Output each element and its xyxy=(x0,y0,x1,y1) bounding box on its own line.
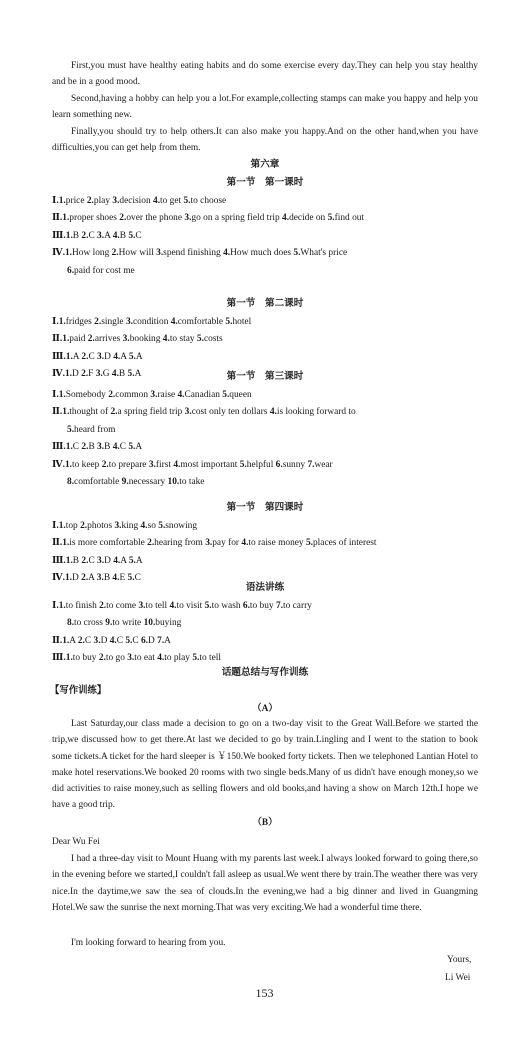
answer-text: so xyxy=(147,520,159,531)
answer-text: to prepare xyxy=(108,459,149,470)
item-number: Ⅰ. xyxy=(52,316,59,327)
answer-text: B xyxy=(119,230,129,241)
answer-row xyxy=(67,474,507,490)
item-number: Ⅱ. xyxy=(52,538,63,548)
answer-text: paid for cost me xyxy=(74,265,135,276)
letter-signature-name: Li Wei xyxy=(445,973,471,983)
answer-text: spend finishing xyxy=(163,248,224,258)
item-number: Ⅰ. xyxy=(52,600,59,611)
answer-text: to come xyxy=(106,600,139,611)
item-number: 7. xyxy=(307,459,315,470)
item-number: 4. xyxy=(241,538,249,548)
item-number: 2. xyxy=(81,555,89,566)
answer-row xyxy=(52,553,492,569)
item-number: 3. xyxy=(156,248,164,258)
item-number: 3. xyxy=(184,213,192,223)
item-number: 2. xyxy=(99,600,107,611)
answer-text: C xyxy=(134,573,141,583)
answer-text: decision xyxy=(119,195,154,206)
item-number: 4. xyxy=(162,334,170,344)
answer-row xyxy=(52,439,492,455)
answer-text: How much does xyxy=(230,248,294,258)
item-number: 2. xyxy=(87,334,95,344)
answer-text: hearing from xyxy=(154,538,206,548)
item-number: 5. xyxy=(127,369,135,379)
answer-text: A xyxy=(135,351,143,362)
item-number: 2. xyxy=(147,538,155,548)
answer-text: How long xyxy=(72,248,112,258)
lesson-title: 第一节 第二课时 xyxy=(226,298,304,309)
answer-text: to carry xyxy=(283,600,312,611)
item-number: Ⅱ. xyxy=(52,635,63,646)
answer-text: A xyxy=(120,555,129,566)
item-number: 5. xyxy=(196,334,204,344)
answer-text: C xyxy=(88,351,98,362)
item-number: 5. xyxy=(327,213,335,223)
answer-text: hotel xyxy=(232,316,252,327)
answer-text: C xyxy=(72,442,82,452)
answer-text: to play xyxy=(164,653,193,663)
answer-text: D xyxy=(72,369,82,379)
answer-text: first xyxy=(155,459,174,470)
answer-text: single xyxy=(101,316,126,327)
item-number: Ⅰ. xyxy=(52,389,59,400)
answer-text: C xyxy=(88,555,98,566)
item-number: 3. xyxy=(122,334,130,344)
item-number: 1. xyxy=(58,316,66,327)
answer-text: a spring field trip xyxy=(117,407,185,417)
item-number: 6. xyxy=(140,635,148,646)
answer-row xyxy=(52,228,492,244)
item-number: 4. xyxy=(157,653,165,663)
item-number: 3. xyxy=(184,407,192,417)
item-number: 4. xyxy=(173,459,181,470)
item-number: 1. xyxy=(65,230,73,241)
answer-text: C xyxy=(116,635,126,646)
answer-row xyxy=(52,314,492,330)
item-number: 1. xyxy=(58,195,66,206)
answer-text: raise xyxy=(157,389,178,400)
item-number: 4. xyxy=(282,213,290,223)
item-number: 5. xyxy=(128,555,136,566)
item-number: 4. xyxy=(140,520,148,531)
answer-text: D xyxy=(104,555,114,566)
answer-text: D xyxy=(72,573,82,583)
answer-text: to buy xyxy=(249,600,276,611)
answer-row xyxy=(67,615,507,631)
item-number: 2. xyxy=(101,459,109,470)
answer-text: E xyxy=(119,573,128,583)
letter-greeting: Dear Wu Fei xyxy=(52,837,100,847)
item-number: 2. xyxy=(86,195,94,206)
answer-text: fridges xyxy=(65,316,95,327)
answer-text: D xyxy=(104,351,114,362)
item-number: Ⅲ. xyxy=(52,230,66,241)
item-number: 6. xyxy=(275,459,283,470)
answer-row xyxy=(52,349,492,365)
answer-text: Canadian xyxy=(184,389,223,400)
answer-text: A xyxy=(164,635,171,646)
item-number: 4. xyxy=(111,369,119,379)
section-b-label: （B） xyxy=(252,818,278,828)
answer-text: B xyxy=(72,555,82,566)
item-number: 5. xyxy=(305,538,313,548)
answer-text: to get xyxy=(160,195,184,206)
item-number: 2. xyxy=(108,389,116,400)
answer-text: paid xyxy=(69,334,88,344)
item-number: 10. xyxy=(167,477,180,487)
item-number: Ⅳ. xyxy=(52,573,65,583)
answer-text: queen xyxy=(229,389,252,400)
lesson-title: 第一节 第三课时 xyxy=(226,371,304,382)
answer-text: C xyxy=(135,230,142,241)
item-number: 10. xyxy=(143,618,156,628)
intro-paragraph-3: Finally,you should try to help others.It can also make you happy.And on the other hand,when you have difficulties,you can get help from them. xyxy=(52,127,478,154)
answer-row xyxy=(52,457,492,473)
item-number: Ⅰ. xyxy=(52,520,59,531)
item-number: Ⅰ. xyxy=(52,195,59,206)
item-number: 9. xyxy=(121,477,129,487)
item-number: 2. xyxy=(81,351,89,362)
answer-text: B xyxy=(103,573,113,583)
answer-text: A xyxy=(120,351,129,362)
intro-paragraph-2: Second,having a hobby can help you a lot.For example,collecting stamps can make you happy and help you learn something new. xyxy=(52,94,478,121)
answer-text: pay for xyxy=(212,538,242,548)
item-number: 4. xyxy=(170,316,178,327)
item-number: 9. xyxy=(105,618,113,628)
answer-row xyxy=(67,263,507,279)
answer-text: to raise money xyxy=(248,538,306,548)
item-number: 3. xyxy=(95,369,103,379)
answer-text: most important xyxy=(180,459,240,470)
answer-row xyxy=(52,650,492,666)
item-number: 5. xyxy=(128,442,136,452)
item-number: 1. xyxy=(62,407,70,417)
answer-text: B xyxy=(104,442,113,452)
answer-text: to go xyxy=(105,653,128,663)
answer-row xyxy=(52,193,492,209)
item-number: 1. xyxy=(58,389,66,400)
item-number: 3. xyxy=(150,389,158,400)
essay-a-paragraph: Last Saturday,our class made a decision to go on a two-day visit to the Great Wall.Before we started the trip,we discussed how to get there.At last we decided to go by train.Lingling and I went to the station to book some tickets.A ticket for the hard sleeper is ￥150.We booked forty tickets. Then we telephoned Lantian Hotel to make hotel reservations.We booked 20 rooms with two single beds.Many of us didn't have enough money,so we did activities to raise money,such as selling flowers and old books,and having a show on March 12th.I hope we have a good trip. xyxy=(52,719,478,811)
answer-text: heard from xyxy=(74,424,116,435)
answer-text: to stay xyxy=(169,334,197,344)
answer-text: A xyxy=(104,230,113,241)
item-number: Ⅳ. xyxy=(52,248,65,258)
answer-text: decide on xyxy=(289,213,328,223)
answer-text: necessary xyxy=(128,477,168,487)
item-number: 5. xyxy=(225,316,233,327)
answer-text: A xyxy=(72,351,82,362)
item-number: 5. xyxy=(293,248,301,258)
item-number: 4. xyxy=(223,248,231,258)
item-number: 2. xyxy=(94,316,102,327)
answer-text: comfortable xyxy=(74,477,122,487)
answer-text: is more comfortable xyxy=(69,538,148,548)
item-number: 1. xyxy=(65,351,73,362)
writing-practice-label: 【写作训练】 xyxy=(50,685,107,696)
item-number: 1. xyxy=(62,334,70,344)
item-number: 3. xyxy=(125,316,133,327)
item-number: 8. xyxy=(67,618,75,628)
item-number: 3. xyxy=(97,555,105,566)
item-number: Ⅱ. xyxy=(52,334,63,344)
item-number: 2. xyxy=(81,573,89,583)
answer-text: C xyxy=(84,635,94,646)
answer-text: is looking forward to xyxy=(276,407,356,417)
item-number: 3. xyxy=(114,520,122,531)
answer-text: find out xyxy=(334,213,365,223)
item-number: 1. xyxy=(64,573,73,583)
answer-text: cost only ten dollars xyxy=(191,407,270,417)
answer-text: A xyxy=(69,635,78,646)
answer-text: condition xyxy=(132,316,171,327)
answer-text: to choose xyxy=(190,195,227,206)
item-number: 1. xyxy=(64,369,73,379)
answer-text: common xyxy=(115,389,151,400)
item-number: 3. xyxy=(97,442,105,452)
answer-text: to visit xyxy=(176,600,205,611)
item-number: 2. xyxy=(110,407,118,417)
answer-text: over the phone xyxy=(126,213,185,223)
answer-row xyxy=(52,331,492,347)
answer-text: C xyxy=(88,230,98,241)
item-number: Ⅲ. xyxy=(52,351,66,362)
answer-row xyxy=(52,404,492,420)
item-number: 2. xyxy=(98,653,106,663)
answer-text: D xyxy=(100,635,110,646)
item-number: 5. xyxy=(204,600,212,611)
answer-text: to buy xyxy=(72,653,99,663)
item-number: 4. xyxy=(112,230,120,241)
item-number: 2. xyxy=(81,442,89,452)
item-number: Ⅲ. xyxy=(52,442,66,452)
item-number: 5. xyxy=(158,520,166,531)
answer-text: to eat xyxy=(134,653,158,663)
answer-row xyxy=(52,535,492,551)
answer-text: comfortable xyxy=(177,316,226,327)
answer-text: to tell xyxy=(199,653,221,663)
item-number: 1. xyxy=(65,555,73,566)
item-number: 4. xyxy=(113,351,121,362)
item-number: 3. xyxy=(148,459,156,470)
answer-text: C xyxy=(132,635,141,646)
answer-row xyxy=(67,422,507,438)
item-number: 4. xyxy=(109,635,117,646)
item-number: 3. xyxy=(97,230,105,241)
item-number: 6. xyxy=(67,265,75,276)
answer-row xyxy=(52,387,492,403)
answer-text: A xyxy=(134,369,142,379)
answer-text: Somebody xyxy=(65,389,109,400)
item-number: Ⅳ. xyxy=(52,369,65,379)
item-number: 3. xyxy=(138,600,146,611)
item-number: 2. xyxy=(77,635,85,646)
item-number: 3. xyxy=(127,653,135,663)
answer-text: photos xyxy=(87,520,115,531)
answer-text: A xyxy=(88,573,97,583)
answer-text: places of interest xyxy=(312,538,377,548)
intro-paragraph-1: First,you must have healthy eating habits and do some exercise every day.They can help you stay healthy and be in a good mood. xyxy=(52,61,478,88)
letter-closing-line: I'm looking forward to hearing from you. xyxy=(71,938,226,948)
answer-text: thought of xyxy=(69,407,111,417)
item-number: 2. xyxy=(81,369,89,379)
item-number: 1. xyxy=(64,248,73,258)
answer-text: costs xyxy=(203,334,223,344)
lesson-title: 第一节 第一课时 xyxy=(226,177,304,188)
chapter-title: 第六章 xyxy=(250,159,280,170)
answer-text: price xyxy=(65,195,87,206)
item-number: 4. xyxy=(112,442,120,452)
letter-sign-off: Yours, xyxy=(447,955,472,965)
answer-text: top xyxy=(65,520,81,531)
answer-text: play xyxy=(93,195,113,206)
answer-text: D xyxy=(148,635,158,646)
item-number: 3. xyxy=(97,351,105,362)
item-number: 5. xyxy=(192,653,200,663)
item-number: 5. xyxy=(239,459,247,470)
item-number: 4. xyxy=(269,407,277,417)
answer-text: proper shoes xyxy=(69,213,120,223)
answer-text: to keep xyxy=(72,459,102,470)
item-number: 5. xyxy=(128,351,136,362)
answer-text: to finish xyxy=(65,600,100,611)
answer-text: to wash xyxy=(211,600,243,611)
item-number: 5. xyxy=(128,230,136,241)
item-number: 5. xyxy=(127,573,135,583)
item-number: 1. xyxy=(62,635,70,646)
item-number: 2. xyxy=(80,520,88,531)
item-number: 3. xyxy=(96,573,104,583)
item-number: 1. xyxy=(64,459,73,470)
topic-summary-title: 话题总结与写作训练 xyxy=(221,667,309,678)
item-number: 1. xyxy=(62,538,70,548)
item-number: Ⅳ. xyxy=(52,459,65,470)
item-number: 7. xyxy=(275,600,283,611)
answer-row xyxy=(52,518,492,534)
answer-text: helpful xyxy=(246,459,276,470)
item-number: 2. xyxy=(81,230,89,241)
page-number: 153 xyxy=(255,986,274,1000)
answer-text: What's price xyxy=(300,248,348,258)
answer-text: buying xyxy=(155,618,182,628)
answer-text: king xyxy=(121,520,141,531)
lesson-title: 第一节 第四课时 xyxy=(226,502,304,513)
answer-text: G xyxy=(102,369,112,379)
item-number: 4. xyxy=(112,573,120,583)
answer-text: F xyxy=(88,369,96,379)
answer-text: B xyxy=(118,369,128,379)
item-number: 4. xyxy=(113,555,121,566)
answer-text: arrives xyxy=(94,334,123,344)
item-number: 5. xyxy=(222,389,230,400)
answer-text: B xyxy=(72,230,82,241)
answer-text: to tell xyxy=(145,600,170,611)
answer-text: A xyxy=(135,442,143,452)
answer-text: wear xyxy=(314,459,333,470)
answer-text: to take xyxy=(179,477,205,487)
answer-text: How will xyxy=(118,248,157,258)
answer-text: snowing xyxy=(165,520,198,531)
item-number: 1. xyxy=(65,653,73,663)
letter-body-paragraph: I had a three-day visit to Mount Huang with my parents last week.I always looked forward to going there,so in the evening before we started,I couldn't fall asleep as usual.We went there by train.The weather there was very nice.In the daytime,we saw the sea of clouds.In the evening,we had a big dinner and lived in Guangming Hotel.We saw the sunrise the next morning.That was very exciting.We had a wonderful time there. xyxy=(52,854,478,913)
item-number: 1. xyxy=(62,213,70,223)
section-a-label: （A） xyxy=(252,704,278,714)
item-number: 1. xyxy=(58,520,66,531)
item-number: 8. xyxy=(67,477,75,487)
item-number: 5. xyxy=(125,635,133,646)
answer-row xyxy=(52,245,492,261)
answer-text: to write xyxy=(112,618,144,628)
item-number: Ⅲ. xyxy=(52,555,66,566)
item-number: 3. xyxy=(93,635,101,646)
item-number: 4. xyxy=(177,389,185,400)
answer-row xyxy=(52,633,492,649)
answer-text: B xyxy=(88,442,98,452)
item-number: 4. xyxy=(169,600,177,611)
item-number: 5. xyxy=(67,424,75,435)
item-number: 3. xyxy=(205,538,213,548)
answer-row xyxy=(52,210,492,226)
lesson-title: 语法讲练 xyxy=(245,582,285,593)
item-number: 3. xyxy=(112,195,120,206)
item-number: Ⅱ. xyxy=(52,407,63,417)
answer-text: sunny xyxy=(282,459,308,470)
item-number: 6. xyxy=(242,600,250,611)
answer-text: C xyxy=(119,442,129,452)
answer-text: booking xyxy=(129,334,163,344)
item-number: 1. xyxy=(65,442,73,452)
answer-text: to cross xyxy=(74,618,106,628)
answer-text: go on a spring field trip xyxy=(191,213,283,223)
item-number: Ⅱ. xyxy=(52,213,63,223)
item-number: Ⅲ. xyxy=(52,653,66,663)
item-number: 2. xyxy=(111,248,119,258)
item-number: 4. xyxy=(153,195,161,206)
answer-text: A xyxy=(135,555,143,566)
item-number: 5. xyxy=(183,195,191,206)
answer-row xyxy=(52,598,492,614)
item-number: 2. xyxy=(119,213,127,223)
item-number: 1. xyxy=(58,600,66,611)
item-number: 7. xyxy=(157,635,165,646)
